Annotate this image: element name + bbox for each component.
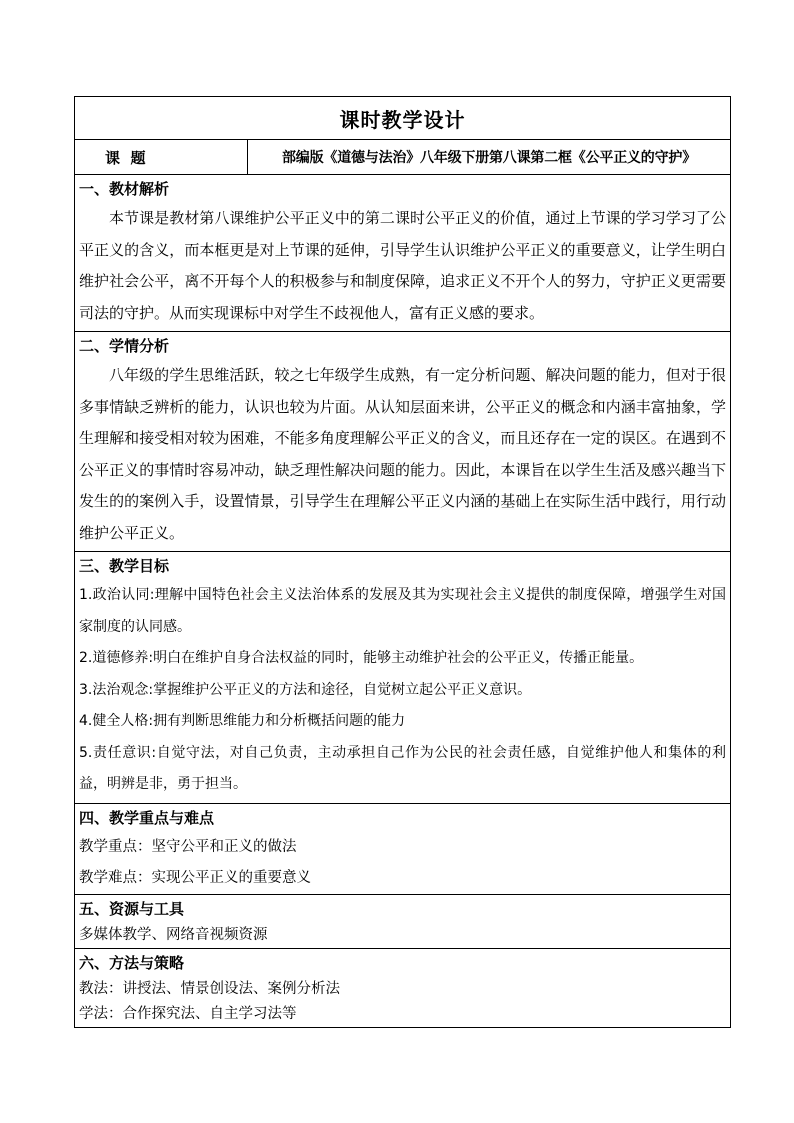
title-row (75, 97, 731, 140)
teaching-methods: 教法：讲授法、情景创设法、案例分析法 (79, 980, 340, 997)
section-heading: 一、教材解析 (79, 180, 170, 198)
topic-value: 部编版《道德与法治》八年级下册第八课第二框《公平正义的守护》 (248, 140, 731, 175)
goal-item: 2.道德修养:明白在维护自身合法权益的同时，能够主动维护社会的公平正义，传播正能量。 (79, 650, 644, 666)
section-resources-cell (75, 894, 731, 948)
resources-text: 多媒体教学、网络音视频资源 (79, 926, 268, 943)
section-heading: 三、教学目标 (79, 557, 170, 575)
section-students-cell (75, 332, 731, 552)
section-heading: 六、方法与策略 (79, 953, 185, 972)
goal-item: 3.法治观念:掌握维护公平正义的方法和途径，自觉树立起公平正义意识。 (79, 681, 532, 698)
section-methods-cell (75, 948, 731, 1027)
section-textbook (75, 175, 731, 332)
section-goals-cell (75, 552, 731, 804)
goal-item: 4.健全人格:拥有判断思维能力和分析概括问题的能力 (79, 713, 406, 729)
teaching-focus: 教学重点：坚守公平和正义的做法 (79, 838, 297, 855)
lesson-design-table (74, 96, 731, 1028)
section-paragraph: 八年级的学生思维活跃，较之七年级学生成熟，有一定分析问题、解决问题的能力，但对于很多事情缺乏辨析的能力，认识也较为片面。从认知层面来讲，公平正义的概念和内涵丰富抽象，学生理解和接受相对较为困难，不能多角度理解公平正义的含义，而且还存在一定的误区。在遇到不公平正义的事情时容易冲动，缺乏理性解决问题的能力。因此，本课旨在以学生生活及感兴趣当下发生的的案例入手，设置情景，引导学生在理解公平正义内涵的基础上在实际生活中践行，用行动维护公平正义。 (79, 366, 726, 542)
page-title: 课时教学设计 (75, 97, 731, 140)
teaching-difficulty: 教学难点：实现公平正义的重要意义 (79, 869, 311, 886)
section-heading: 五、资源与工具 (79, 899, 185, 918)
section-heading: 二、学情分析 (79, 337, 170, 355)
section-students (75, 332, 731, 552)
section-heading: 四、教学重点与难点 (79, 808, 215, 827)
learning-methods: 学法：合作探究法、自主学习法等 (79, 1005, 297, 1022)
section-methods (75, 948, 731, 1027)
section-paragraph: 本节课是教材第八课维护公平正义中的第二课时公平正义的价值，通过上节课的学习学习了公平正义的含义，而本框更是对上节课的延伸，引导学生认识维护公平正义的重要意义，让学生明白维护社会公平，离不开每个人的积极参与和制度保障，追求正义不开个人的努力，守护正义更需要司法的守护。从而实现课标中对学生不歧视他人，富有正义感的要求。 (79, 209, 726, 322)
section-goals (75, 552, 731, 804)
topic-row (75, 140, 731, 175)
goal-item: 1.政治认同:理解中国特色社会主义法治体系的发展及其为实现社会主义提供的制度保障，增强学生对国家制度的认同感。 (79, 587, 726, 635)
goal-item: 5.责任意识:自觉守法，对自己负责，主动承担自己作为公民的社会责任感，自觉维护他人和集体的利益，明辨是非，勇于担当。 (79, 744, 726, 792)
section-resources (75, 894, 731, 948)
section-key-points (75, 803, 731, 894)
section-textbook-cell (75, 175, 731, 332)
section-key-points-cell (75, 803, 731, 894)
topic-label: 课 题 (75, 140, 248, 175)
